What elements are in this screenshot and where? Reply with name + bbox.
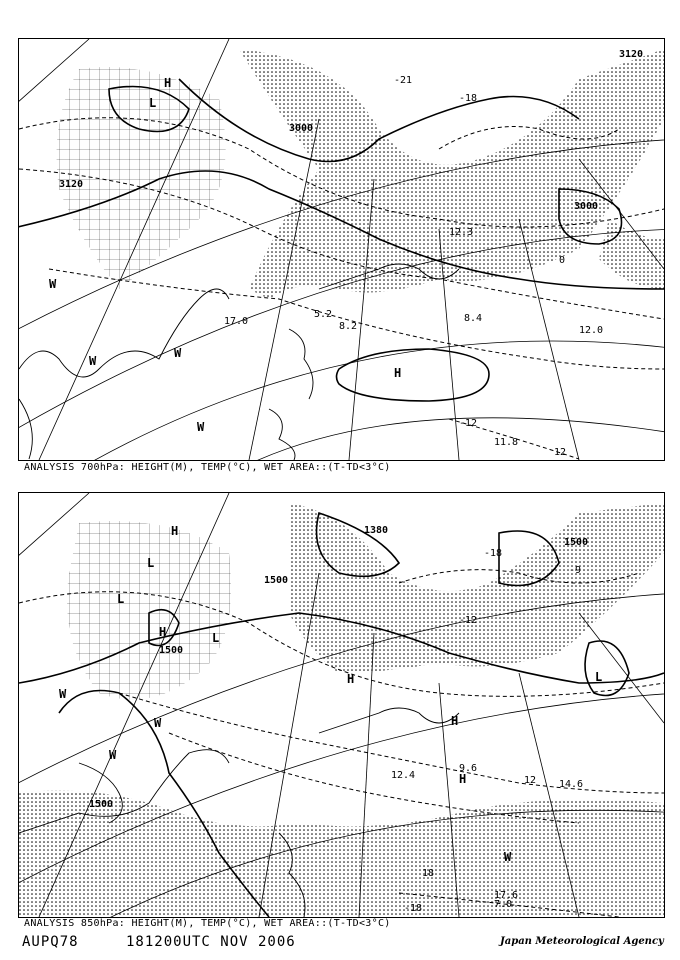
pressure-center-0: H — [171, 524, 179, 538]
pressure-center-3: H — [347, 672, 355, 686]
pressure-center-5: W — [174, 346, 182, 360]
station-value-4: 12.3 — [449, 227, 474, 238]
pressure-center-7: H — [159, 625, 167, 639]
pressure-center-2: H — [394, 366, 402, 380]
height-label-1: 3000 — [289, 123, 314, 134]
height-label-4: 1380 — [364, 525, 389, 536]
isotherm-label-3: 0 — [559, 255, 566, 266]
pressure-center-6: H — [459, 772, 467, 786]
pressure-center-4: L — [595, 670, 603, 684]
pressure-center-2: L — [117, 592, 125, 606]
pressure-center-1: L — [147, 556, 155, 570]
pressure-center-12: W — [504, 850, 512, 864]
isotherm-label-5: -18 — [404, 903, 423, 914]
map-850hpa-svg — [19, 493, 664, 917]
station-value-1: 7.0 — [494, 899, 513, 910]
station-value-3: 12.4 — [391, 770, 416, 781]
pressure-center-4: W — [89, 354, 97, 368]
pressure-center-11: W — [154, 716, 162, 730]
isotherm-label-2: -12 — [459, 418, 478, 429]
caption-850hpa: ANALYSIS 850hPa: HEIGHT(M), TEMP(°C), WET AREA::(T-TD<3°C) — [24, 918, 391, 929]
height-label-1: 1500 — [159, 645, 184, 656]
isotherm-label-4: 12 — [554, 447, 567, 458]
coastlines — [19, 264, 459, 460]
wet-areas — [19, 503, 664, 917]
pressure-center-8: L — [212, 631, 220, 645]
station-value-1: 8.4 — [464, 313, 483, 324]
station-value-5: 5.2 — [314, 309, 333, 320]
caption-700hpa: ANALYSIS 700hPa: HEIGHT(M), TEMP(°C), WET AREA::(T-TD<3°C) — [24, 462, 391, 473]
station-value-0: 11.8 — [494, 437, 519, 448]
pressure-center-5: H — [451, 714, 459, 728]
pressure-center-0: H — [164, 76, 172, 90]
pressure-center-1: L — [149, 96, 157, 110]
height-label-3: 1500 — [564, 537, 589, 548]
valid-time: 181200UTC NOV 2006 — [126, 934, 296, 950]
height-label-0: 3120 — [619, 49, 644, 60]
analysis-700hpa-map — [18, 38, 665, 461]
station-value-3: 17.0 — [224, 316, 249, 327]
wet-areas — [57, 49, 665, 299]
station-value-4: 9.6 — [459, 763, 478, 774]
isotherm-label-4: -9 — [569, 565, 582, 576]
pressure-center-6: W — [197, 420, 205, 434]
isotherm-label-1: -21 — [394, 75, 413, 86]
pressure-center-10: W — [109, 748, 117, 762]
pressure-center-9: W — [59, 687, 67, 701]
height-label-2: 3120 — [59, 179, 84, 190]
isotherm-label-3: 18 — [422, 868, 435, 879]
analysis-850hpa-map — [18, 492, 665, 918]
station-value-2: 12.0 — [579, 325, 604, 336]
agency-name: Japan Meteorological Agency — [500, 936, 664, 947]
isotherm-label-0: -18 — [459, 93, 478, 104]
pressure-center-3: W — [49, 277, 57, 291]
chart-id: AUPQ78 — [22, 934, 79, 950]
height-label-3: 3000 — [574, 201, 599, 212]
height-label-2: 1500 — [89, 799, 114, 810]
station-value-0: 17.6 — [494, 890, 519, 901]
station-value-2: 14.6 — [559, 779, 584, 790]
height-label-0: 1500 — [264, 575, 289, 586]
isotherm-label-0: -18 — [484, 548, 503, 559]
station-value-6: 8.2 — [339, 321, 358, 332]
isotherm-label-1: -12 — [459, 615, 478, 626]
isotherm-label-2: 12 — [524, 775, 537, 786]
map-700hpa-svg — [19, 39, 664, 460]
